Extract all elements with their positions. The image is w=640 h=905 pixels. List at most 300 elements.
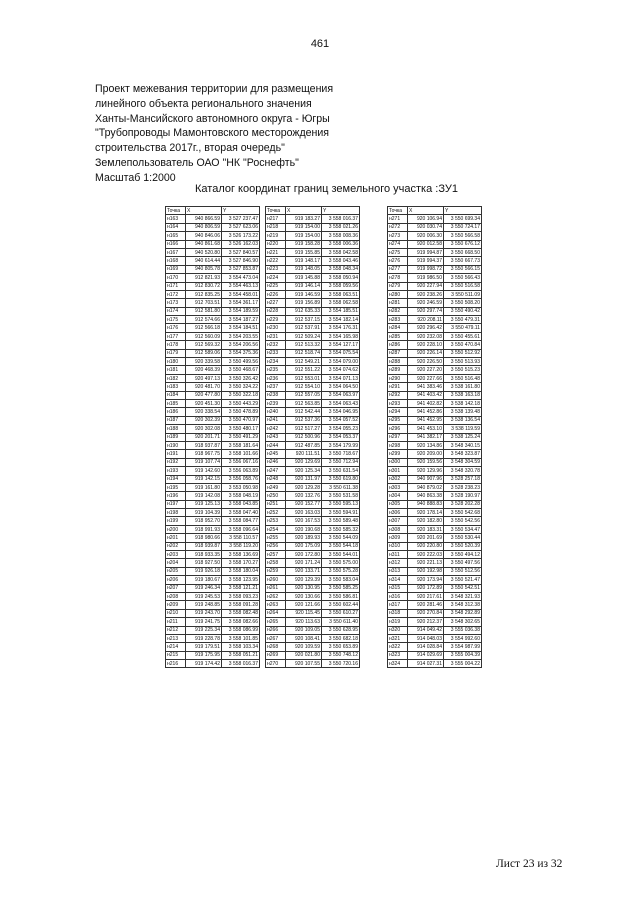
table-row [266, 366, 360, 374]
table-row [166, 643, 260, 651]
x-cell: 912 581.80 [186, 307, 222, 315]
table-row [388, 584, 482, 592]
table-row [388, 232, 482, 240]
y-cell: 3 548 304.59 [444, 458, 482, 466]
y-cell: 3 550 324.22 [222, 383, 260, 391]
table-row [166, 299, 260, 307]
point-cell: н302 [388, 475, 408, 483]
y-cell: 3 550 542.68 [444, 509, 482, 517]
table-row [166, 592, 260, 600]
y-cell: 3 550 611.40 [322, 618, 360, 626]
point-cell: н262 [266, 592, 286, 600]
point-cell: н301 [388, 467, 408, 475]
y-cell: 3 550 544.09 [322, 534, 360, 542]
table-row [266, 551, 360, 559]
point-cell: н217 [266, 215, 286, 223]
x-cell: 941 453.10 [408, 425, 444, 433]
x-cell: 919 175.95 [186, 651, 222, 659]
x-cell: 920 451.30 [186, 399, 222, 407]
y-cell: 3 548 302.65 [444, 618, 482, 626]
x-cell: 920 338.54 [186, 408, 222, 416]
title-line: линейного объекта регионального значения [95, 97, 312, 110]
point-cell: н200 [166, 525, 186, 533]
x-cell: 914 048.03 [408, 634, 444, 642]
y-cell: 3 550 720.16 [322, 660, 360, 668]
title-line: Проект межевания территории для размещения [95, 83, 334, 95]
point-cell: н189 [166, 433, 186, 441]
x-cell: 912 821.93 [186, 274, 222, 282]
table-row [388, 517, 482, 525]
table-row [166, 232, 260, 240]
y-cell: 3 550 480.17 [222, 425, 260, 433]
y-cell: 3 558 101.66 [222, 450, 260, 458]
x-cell: 912 835.25 [186, 290, 222, 298]
table-row [266, 525, 360, 533]
table-row [266, 643, 360, 651]
point-cell: н222 [266, 257, 286, 265]
y-cell: 3 538 136.54 [444, 416, 482, 424]
point-cell: н239 [266, 399, 286, 407]
point-cell: н275 [388, 248, 408, 256]
x-cell: 918 952.70 [186, 517, 222, 525]
table-row [388, 416, 482, 424]
table-row [266, 542, 360, 550]
table-row [266, 576, 360, 584]
y-cell: 3 554 473.04 [222, 274, 260, 282]
y-cell: 3 558 062.58 [322, 299, 360, 307]
table-row [266, 500, 360, 508]
x-cell: 912 549.21 [286, 358, 322, 366]
y-cell: 3 550 585.32 [322, 525, 360, 533]
y-cell: 3 554 075.54 [322, 349, 360, 357]
table-row [388, 290, 482, 298]
table-row [166, 475, 260, 483]
table-row [388, 483, 482, 491]
y-cell: 3 554 206.56 [222, 341, 260, 349]
y-cell: 3 550 322.18 [222, 391, 260, 399]
y-cell: 3 558 110.57 [222, 534, 260, 542]
point-cell: н317 [388, 601, 408, 609]
y-cell: 3 554 064.50 [322, 383, 360, 391]
y-cell: 3 554 074.62 [322, 366, 360, 374]
x-cell: 912 537.36 [286, 416, 322, 424]
point-cell: н224 [266, 274, 286, 282]
table-row [388, 215, 482, 223]
x-cell: 920 130.95 [286, 584, 322, 592]
table-row [266, 341, 360, 349]
point-cell: н299 [388, 450, 408, 458]
table-row [266, 324, 360, 332]
point-cell: н192 [166, 458, 186, 466]
table-row [166, 483, 260, 491]
point-cell: н176 [166, 324, 186, 332]
point-cell: н241 [266, 416, 286, 424]
table-row [166, 567, 260, 575]
x-cell: 919 142.08 [186, 492, 222, 500]
point-cell: н177 [166, 332, 186, 340]
title-block [95, 82, 535, 186]
x-cell: 920 129.28 [286, 483, 322, 491]
point-cell: н250 [266, 492, 286, 500]
table-row [388, 559, 482, 567]
table-row [166, 634, 260, 642]
x-cell: 912 509.24 [286, 332, 322, 340]
table-row [388, 274, 482, 282]
x-cell: 920 129.69 [286, 458, 322, 466]
table-row [388, 567, 482, 575]
table-row [166, 450, 260, 458]
point-cell: н321 [388, 634, 408, 642]
table-row [166, 509, 260, 517]
table-row [266, 660, 360, 668]
table-row [266, 559, 360, 567]
y-cell: 3 550 724.17 [444, 223, 482, 231]
table-row [388, 399, 482, 407]
x-cell: 912 517.27 [286, 425, 322, 433]
x-cell: 941 382.17 [408, 433, 444, 441]
x-cell: 940 846.06 [186, 232, 222, 240]
point-cell: н228 [266, 307, 286, 315]
x-cell: 912 513.32 [286, 341, 322, 349]
y-cell: 3 550 542.51 [444, 584, 482, 592]
x-cell: 912 569.32 [186, 341, 222, 349]
y-cell: 3 548 321.93 [444, 592, 482, 600]
table-row [266, 383, 360, 391]
table-row [166, 660, 260, 668]
x-cell: 912 635.33 [286, 307, 322, 315]
x-cell: 920 021.80 [286, 651, 322, 659]
x-cell: 919 248.85 [186, 601, 222, 609]
y-cell: 3 550 443.29 [222, 399, 260, 407]
table-row [388, 316, 482, 324]
x-cell: 920 296.42 [408, 324, 444, 332]
header-y: Y [322, 207, 360, 215]
x-cell: 920 270.84 [408, 609, 444, 617]
table-row [266, 492, 360, 500]
table-row [388, 601, 482, 609]
y-cell: 3 558 136.69 [222, 551, 260, 559]
y-cell: 3 558 043.46 [322, 257, 360, 265]
table-row [388, 358, 482, 366]
y-cell: 3 558 084.77 [222, 517, 260, 525]
header-x: X [286, 207, 322, 215]
point-cell: н243 [266, 433, 286, 441]
table-row [166, 290, 260, 298]
table-header-row [388, 207, 482, 215]
x-cell: 940 805.78 [186, 265, 222, 273]
point-cell: н198 [166, 509, 186, 517]
table-row [166, 383, 260, 391]
header-point: Точка [166, 207, 186, 215]
table-row [166, 618, 260, 626]
point-cell: н298 [388, 441, 408, 449]
point-cell: н259 [266, 567, 286, 575]
y-cell: 3 538 163.18 [444, 391, 482, 399]
point-cell: н231 [266, 332, 286, 340]
x-cell: 920 189.93 [286, 534, 322, 542]
point-cell: н233 [266, 349, 286, 357]
y-cell: 3 558 093.23 [222, 592, 260, 600]
y-cell: 3 550 544.18 [322, 542, 360, 550]
header-y: Y [444, 207, 482, 215]
y-cell: 3 558 016.37 [322, 215, 360, 223]
point-cell: н282 [388, 307, 408, 315]
table-row [266, 299, 360, 307]
point-cell: н196 [166, 492, 186, 500]
point-cell: н288 [388, 358, 408, 366]
x-cell: 920 281.46 [408, 601, 444, 609]
x-cell: 912 566.18 [186, 324, 222, 332]
table-row [166, 349, 260, 357]
y-cell: 3 550 513.93 [444, 358, 482, 366]
point-cell: н261 [266, 584, 286, 592]
point-cell: н253 [266, 517, 286, 525]
x-cell: 920 108.41 [286, 634, 322, 642]
x-cell: 920 201.69 [408, 534, 444, 542]
y-cell: 3 538 125.24 [444, 433, 482, 441]
y-cell: 3 548 323.87 [444, 450, 482, 458]
table-row [166, 425, 260, 433]
table-row [166, 601, 260, 609]
point-cell: н206 [166, 576, 186, 584]
table-row [166, 274, 260, 282]
y-cell: 3 556 058.76 [222, 475, 260, 483]
table-row [388, 542, 482, 550]
table-row [266, 240, 360, 248]
point-cell: н248 [266, 475, 286, 483]
y-cell: 3 558 050.94 [322, 274, 360, 282]
table-row [388, 391, 482, 399]
y-cell: 3 554 057.52 [322, 416, 360, 424]
y-cell: 3 550 575.00 [322, 559, 360, 567]
y-cell: 3 548 340.15 [444, 441, 482, 449]
x-cell: 919 142.15 [186, 475, 222, 483]
point-cell: н269 [266, 651, 286, 659]
y-cell: 3 550 515.23 [444, 366, 482, 374]
x-cell: 919 146.14 [286, 282, 322, 290]
catalog-title: Каталог координат границ земельного участка :ЗУ1 [195, 183, 458, 195]
y-cell: 3 550 470.84 [444, 341, 482, 349]
y-cell: 3 550 516.58 [444, 282, 482, 290]
point-cell: н308 [388, 525, 408, 533]
x-cell: 919 179.51 [186, 643, 222, 651]
point-cell: н220 [266, 240, 286, 248]
x-cell: 919 243.70 [186, 609, 222, 617]
y-cell: 3 550 511.09 [444, 290, 482, 298]
point-cell: н246 [266, 458, 286, 466]
y-cell: 3 558 008.36 [322, 232, 360, 240]
y-cell: 3 554 987.99 [444, 643, 482, 651]
point-cell: н256 [266, 542, 286, 550]
table-row [388, 509, 482, 517]
x-cell: 920 159.56 [408, 458, 444, 466]
point-cell: н171 [166, 282, 186, 290]
x-cell: 919 183.27 [286, 215, 322, 223]
point-cell: н249 [266, 483, 286, 491]
table-row [388, 425, 482, 433]
table-row [388, 467, 482, 475]
table-row [388, 441, 482, 449]
point-cell: н170 [166, 274, 186, 282]
point-cell: н225 [266, 282, 286, 290]
point-cell: н284 [388, 324, 408, 332]
x-cell: 920 297.74 [408, 307, 444, 315]
x-cell: 919 161.80 [186, 483, 222, 491]
x-cell: 912 537.91 [286, 324, 322, 332]
table-row [266, 592, 360, 600]
point-cell: н278 [388, 274, 408, 282]
x-cell: 920 222.03 [408, 551, 444, 559]
x-cell: 920 468.39 [186, 366, 222, 374]
x-cell: 920 109.05 [286, 626, 322, 634]
point-cell: н270 [266, 660, 286, 668]
x-cell: 920 227.66 [408, 374, 444, 382]
y-cell: 3 550 479.11 [444, 324, 482, 332]
table-row [388, 551, 482, 559]
table-row [388, 618, 482, 626]
table-row [388, 576, 482, 584]
x-cell: 920 246.59 [408, 299, 444, 307]
y-cell: 3 554 463.13 [222, 282, 260, 290]
table-row [266, 441, 360, 449]
point-cell: н323 [388, 651, 408, 659]
title-line: Масштаб 1:2000 [95, 171, 176, 184]
x-cell: 918 937.87 [186, 441, 222, 449]
table-row [266, 584, 360, 592]
y-cell: 3 556 067.16 [222, 458, 260, 466]
table-row [166, 265, 260, 273]
x-cell: 920 212.37 [408, 618, 444, 626]
point-cell: н229 [266, 316, 286, 324]
y-cell: 3 550 497.56 [444, 559, 482, 567]
point-cell: н309 [388, 534, 408, 542]
point-cell: н320 [388, 626, 408, 634]
table-row [266, 316, 360, 324]
point-cell: н307 [388, 517, 408, 525]
y-cell: 3 550 542.56 [444, 517, 482, 525]
x-cell: 912 551.22 [286, 366, 322, 374]
point-cell: н209 [166, 601, 186, 609]
y-cell: 3 558 121.21 [222, 584, 260, 592]
table-row [166, 534, 260, 542]
table-row [266, 634, 360, 642]
x-cell: 919 148.05 [286, 265, 322, 273]
point-cell: н247 [266, 467, 286, 475]
y-cell: 3 528 190.97 [444, 492, 482, 500]
table-row [266, 450, 360, 458]
point-cell: н213 [166, 634, 186, 642]
y-cell: 3 550 586.81 [322, 592, 360, 600]
x-cell: 920 171.24 [286, 559, 322, 567]
table-row [388, 282, 482, 290]
table-row [166, 358, 260, 366]
table-row [266, 567, 360, 575]
y-cell: 3 550 531.58 [322, 492, 360, 500]
point-cell: н215 [166, 651, 186, 659]
point-cell: н272 [388, 223, 408, 231]
y-cell: 3 550 566.58 [444, 232, 482, 240]
point-cell: н291 [388, 383, 408, 391]
y-cell: 3 526 173.22 [222, 232, 260, 240]
y-cell: 3 558 082.48 [222, 609, 260, 617]
point-cell: н260 [266, 576, 286, 584]
x-cell: 920 121.66 [286, 601, 322, 609]
point-cell: н197 [166, 500, 186, 508]
table-row [266, 349, 360, 357]
point-cell: н237 [266, 383, 286, 391]
y-cell: 3 550 583.04 [322, 576, 360, 584]
y-cell: 3 553 050.98 [222, 483, 260, 491]
y-cell: 3 558 042.58 [322, 248, 360, 256]
table-row [388, 265, 482, 273]
point-cell: н174 [166, 307, 186, 315]
x-cell: 920 115.45 [286, 609, 322, 617]
x-cell: 920 209.00 [408, 450, 444, 458]
table-row [266, 467, 360, 475]
table-row [266, 517, 360, 525]
table-row [266, 601, 360, 609]
y-cell: 3 558 181.64 [222, 441, 260, 449]
y-cell: 3 554 176.31 [322, 324, 360, 332]
y-cell: 3 550 594.91 [322, 509, 360, 517]
x-cell: 941 452.86 [408, 408, 444, 416]
y-cell: 3 558 006.36 [322, 240, 360, 248]
x-cell: 920 172.89 [408, 584, 444, 592]
table-row [166, 559, 260, 567]
point-cell: н290 [388, 374, 408, 382]
x-cell: 912 554.10 [286, 383, 322, 391]
x-cell: 920 134.86 [408, 441, 444, 449]
y-cell: 3 550 653.89 [322, 643, 360, 651]
table-row [388, 257, 482, 265]
x-cell: 920 481.70 [186, 383, 222, 391]
x-cell: 920 201.71 [186, 433, 222, 441]
x-cell: 920 477.80 [186, 391, 222, 399]
y-cell: 3 555 004.22 [444, 660, 482, 668]
y-cell: 3 550 566.15 [444, 265, 482, 273]
y-cell: 3 550 611.38 [322, 483, 360, 491]
y-cell: 3 550 490.42 [444, 307, 482, 315]
table-row [388, 366, 482, 374]
point-cell: н207 [166, 584, 186, 592]
x-cell: 920 131.97 [286, 475, 322, 483]
x-cell: 918 967.75 [186, 450, 222, 458]
point-cell: н254 [266, 525, 286, 533]
table-row [266, 358, 360, 366]
x-cell: 919 926.18 [186, 567, 222, 575]
header-y: Y [222, 207, 260, 215]
x-cell: 920 111.51 [286, 450, 322, 458]
point-cell: н179 [166, 349, 186, 357]
y-cell: 3 556 063.89 [222, 467, 260, 475]
x-cell: 940 866.59 [186, 215, 222, 223]
point-cell: н267 [266, 634, 286, 642]
x-cell: 919 986.50 [408, 274, 444, 282]
table-row [166, 399, 260, 407]
point-cell: н277 [388, 265, 408, 273]
coordinates-table [265, 206, 360, 668]
point-cell: н221 [266, 248, 286, 256]
table-row [266, 458, 360, 466]
x-cell: 912 574.66 [186, 316, 222, 324]
point-cell: н255 [266, 534, 286, 542]
table-row [166, 307, 260, 315]
point-cell: н193 [166, 467, 186, 475]
table-row [388, 500, 482, 508]
y-cell: 3 548 312.38 [444, 601, 482, 609]
y-cell: 3 558 051.21 [222, 651, 260, 659]
x-cell: 912 487.85 [286, 441, 322, 449]
